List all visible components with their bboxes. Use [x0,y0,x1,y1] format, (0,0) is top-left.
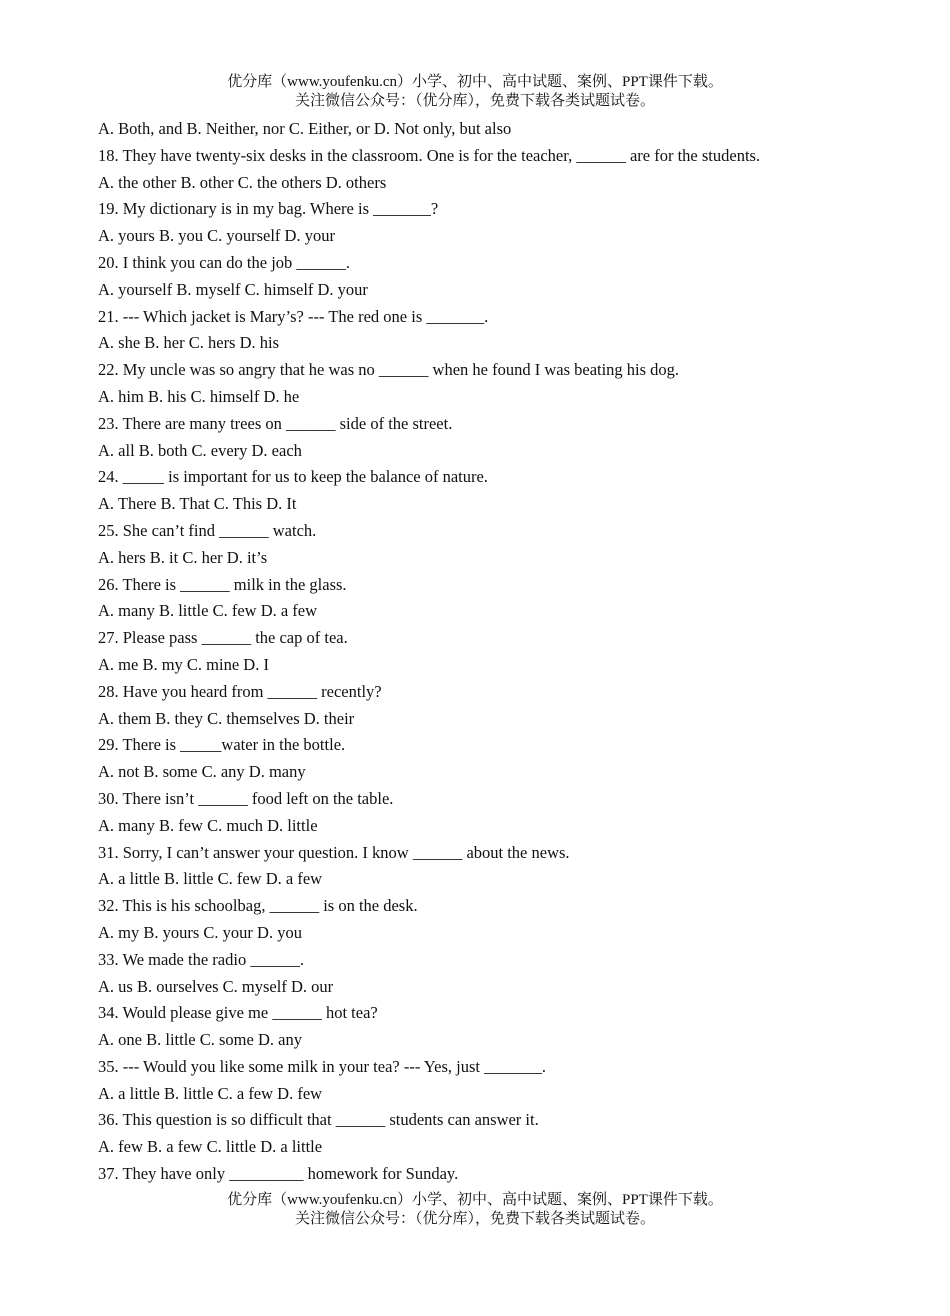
header-line-2: 关注微信公众号：（优分库），免费下载各类试题试卷。 [294,93,655,109]
answer-options-20: A. yourself B. myself C. himself D. your [98,279,368,299]
answer-options-30: A. many B. few C. much D. little [98,815,318,835]
answer-options-29: A. not B. some C. any D. many [98,762,306,782]
answer-options-28: A. them B. they C. themselves D. their [98,708,355,728]
answer-options-26: A. many B. little C. few D. a few [98,601,318,621]
question-34: 34. Would please give me ______ hot tea? [98,1003,378,1023]
answer-options-36: A. few B. a few C. little D. a little [98,1137,323,1157]
answer-options-35: A. a little B. little C. a few D. few [98,1083,323,1103]
question-19: 19. My dictionary is in my bag. Where is _______? [98,199,439,219]
page-header [0,73,950,111]
question-26: 26. There is ______ milk in the glass. [98,574,347,594]
answer-options-32: A. my B. yours C. your D. you [98,922,302,942]
question-28: 28. Have you heard from ______ recently? [98,681,382,701]
page-footer [0,1191,950,1229]
question-32: 32. This is his schoolbag, ______ is on the desk. [98,896,418,916]
question-24: 24. _____ is important for us to keep the balance of nature. [98,467,488,487]
question-25: 25. She can’t find ______ watch. [98,520,317,540]
footer-line-2: 关注微信公众号：（优分库），免费下载各类试题试卷。 [294,1211,655,1227]
answer-options-34: A. one B. little C. some D. any [98,1030,302,1050]
header-line-1: 优分库（www.youfenku.cn）小学、初中、高中试题、案例、PPT课件下载。 [227,74,723,90]
question-27: 27. Please pass ______ the cap of tea. [98,628,348,648]
question-35: 35. --- Would you like some milk in your tea? --- Yes, just _______. [98,1056,546,1076]
footer-line-1: 优分库（www.youfenku.cn）小学、初中、高中试题、案例、PPT课件下载。 [227,1192,723,1208]
question-20: 20. I think you can do the job ______. [98,252,351,272]
question-29: 29. There is _____water in the bottle. [98,735,346,755]
answer-options-22: A. him B. his C. himself D. he [98,386,300,406]
answer-options-23: A. all B. both C. every D. each [98,440,302,460]
answer-options-31: A. a little B. little C. few D. a few [98,869,323,889]
answer-options-18: A. the other B. other C. the others D. others [98,172,387,192]
question-23: 23. There are many trees on ______ side of the street. [98,413,453,433]
document-body [98,116,898,1188]
question-22: 22. My uncle was so angry that he was no ______ when he found I was beating his dog. [98,360,680,380]
answer-options-25: A. hers B. it C. her D. it’s [98,547,268,567]
answer-options-27: A. me B. my C. mine D. I [98,654,269,674]
question-21: 21. --- Which jacket is Mary’s? --- The red one is _______. [98,306,489,326]
question-36: 36. This question is so difficult that ______ students can answer it. [98,1110,539,1130]
question-33: 33. We made the radio ______. [98,949,304,969]
question-37: 37. They have only _________ homework for Sunday. [98,1164,459,1184]
answer-options-24: A. There B. That C. This D. It [98,494,297,514]
question-30: 30. There isn’t ______ food left on the table. [98,788,394,808]
answer-options-19: A. yours B. you C. yourself D. your [98,226,335,246]
answer-options-17: A. Both, and B. Neither, nor C. Either, or D. Not only, but also [98,119,512,138]
answer-options-21: A. she B. her C. hers D. his [98,333,280,353]
question-31: 31. Sorry, I can’t answer your question. I know ______ about the news. [98,842,570,862]
answer-options-33: A. us B. ourselves C. myself D. our [98,976,334,996]
question-18: 18. They have twenty-six desks in the classroom. One is for the teacher, ______ are for the students. [98,145,761,165]
